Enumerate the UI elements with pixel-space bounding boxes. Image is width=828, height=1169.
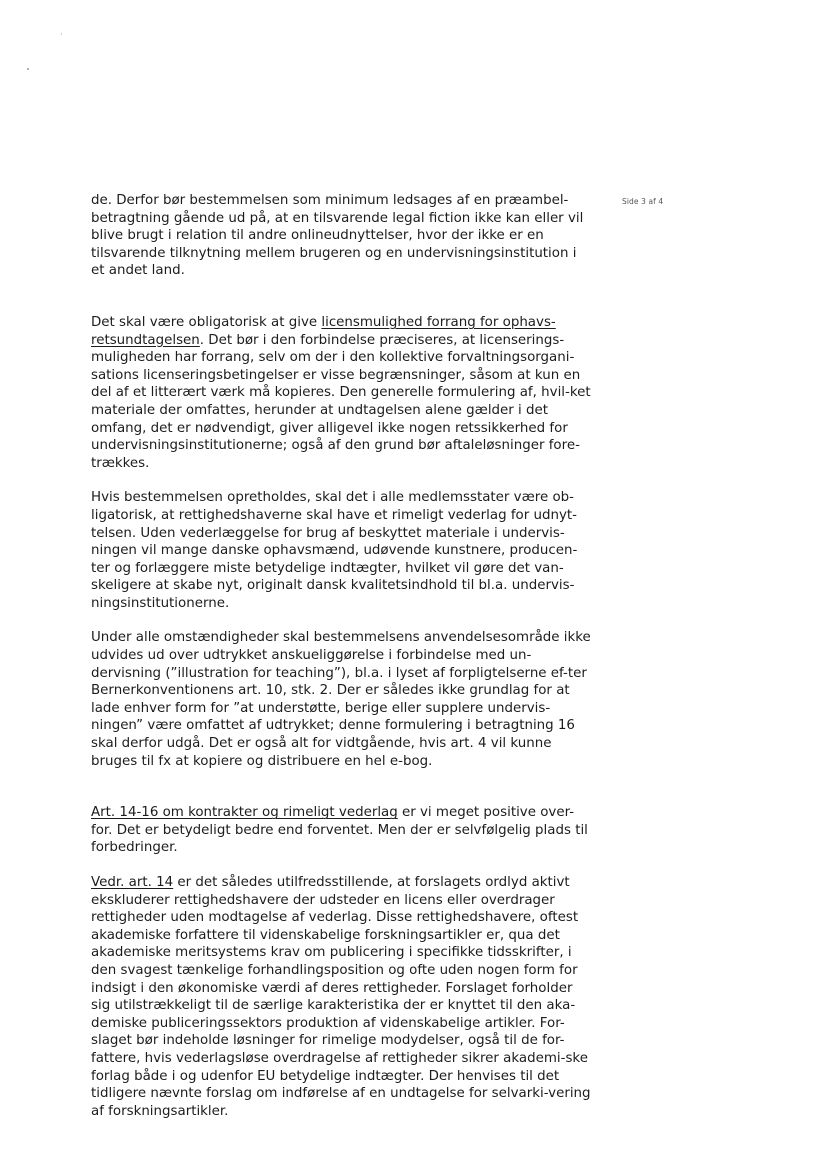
article-14-link[interactable]: Vedr. art. 14: [91, 875, 174, 890]
license-priority-link[interactable]: licensmulighed forrang for ophavs-retsundtagelsen: [91, 314, 556, 348]
paragraph-preamble: [91, 192, 591, 280]
paragraph-text: . Det bør i den forbindelse præciseres, at licenserings-muligheden har forrang, selv om der i den kollektive forvaltningsorgani-sations licenseringsbetingelser er visse begrænsninger, såsom at kun en del af et litterært værk må kopieres. Den generelle formulering af, hvil-ket materiale der omfattes, herunder at undtagelsen alene gælder i det omfang, det er nødvendigt, giver alligevel ikke nogen retssikkerhed for undervisningsinstitutionerne; også af den grund bør aftaleløsninger fore-trækkes.: [91, 332, 591, 471]
paragraph-text: de. Derfor bør bestemmelsen som minimum ledsages af en præambel- betragtning gående ud på, at en tilsvarende legal fiction ikke kan eller vil blive brugt i relation til andre onlineudnyttelser, hvor der ikke er en tilsvarende tilknytning mellem brugeren og en undervisningsinstitution i et andet land.: [91, 193, 584, 279]
paragraph-text: er det således utilfredsstillende, at forslagets ordlyd aktivt ekskluderer rettighedshavere der udsteder en licens eller overdrager rettigheder uden modtagelse af vederlag. Disse rettighedshavere, oftest akademiske forfattere til videnskabelige forskningsartikler er, qua det akademiske meritsystems krav om publicering i specifikke tidsskrifter, i den svagest tænkelige forhandlingsposition og ofte uden nogen form for indsigt i den økonomiske værdi af deres rettigheder. Forslaget forholder sig utilstrækkeligt til de særlige karakteristika der er knyttet til den aka-demiske publiceringssektors produktion af videnskabelige artikler. For-slaget bør indeholde løsninger for rimelige modydelser, også til de for-fattere, hvis vederlagsløse overdragelse af rettigheder sikrer akademi-ske forlag både i og udenfor EU betydelige indtægter. Der henvises til det tidligere nævnte forslag om indførelse af en undtagelse for selvarki-vering af forskningsartikler.: [91, 875, 591, 1119]
page-number-label: Side 3 af 4: [622, 197, 664, 206]
paragraph-lead: Det skal være obligatorisk at give: [91, 314, 322, 330]
contracts-link[interactable]: Art. 14-16 om kontrakter og rimeligt vederlag: [91, 805, 398, 821]
scan-speck: [61, 33, 62, 35]
paragraph-article-14: [91, 874, 591, 1120]
paragraph-remuneration: [91, 489, 591, 612]
document-body: [91, 192, 591, 1120]
paragraph-text: er vi meget positive over-for. Det er betydeligt bedre end forventet. Men der er selvfølgelig plads til forbedringer.: [91, 805, 588, 856]
paragraph-license-priority: [91, 314, 591, 472]
scan-speck: [27, 68, 29, 70]
paragraph-contracts: [91, 804, 591, 857]
paragraph-scope: [91, 629, 591, 770]
paragraph-text: Hvis bestemmelsen opretholdes, skal det i alle medlemsstater være ob-ligatorisk, at rettighedshaverne skal have et rimeligt vederlag for udnyt-telsen. Uden vederlæggelse for brug af beskyttet materiale i undervis-ningen vil mange danske ophavsmænd, udøvende kunstnere, producen-ter og forlæggere miste betydelige indtægter, hvilket vil gøre det van-skeligere at skabe nyt, originalt dansk kvalitetsindhold til bl.a. undervis-ningsinstitutionerne.: [91, 490, 578, 611]
paragraph-text: Under alle omstændigheder skal bestemmelsens anvendelsesområde ikke udvides ud over udtrykket anskueliggørelse i forbindelse med un-dervisning (”illustration for teaching”), bl.a. i lyset af forpligtelserne ef-ter Bernerkonventionens art. 10, stk. 2. Der er således ikke grundlag for at lade enhver form for ”at understøtte, berige eller supplere undervis-ningen” være omfattet af udtrykket; denne formulering i betragtning 16 skal derfor udgå. Det er også alt for vidtgående, hvis art. 4 vil kunne bruges til fx at kopiere og distribuere en hel e-bog.: [91, 630, 591, 769]
